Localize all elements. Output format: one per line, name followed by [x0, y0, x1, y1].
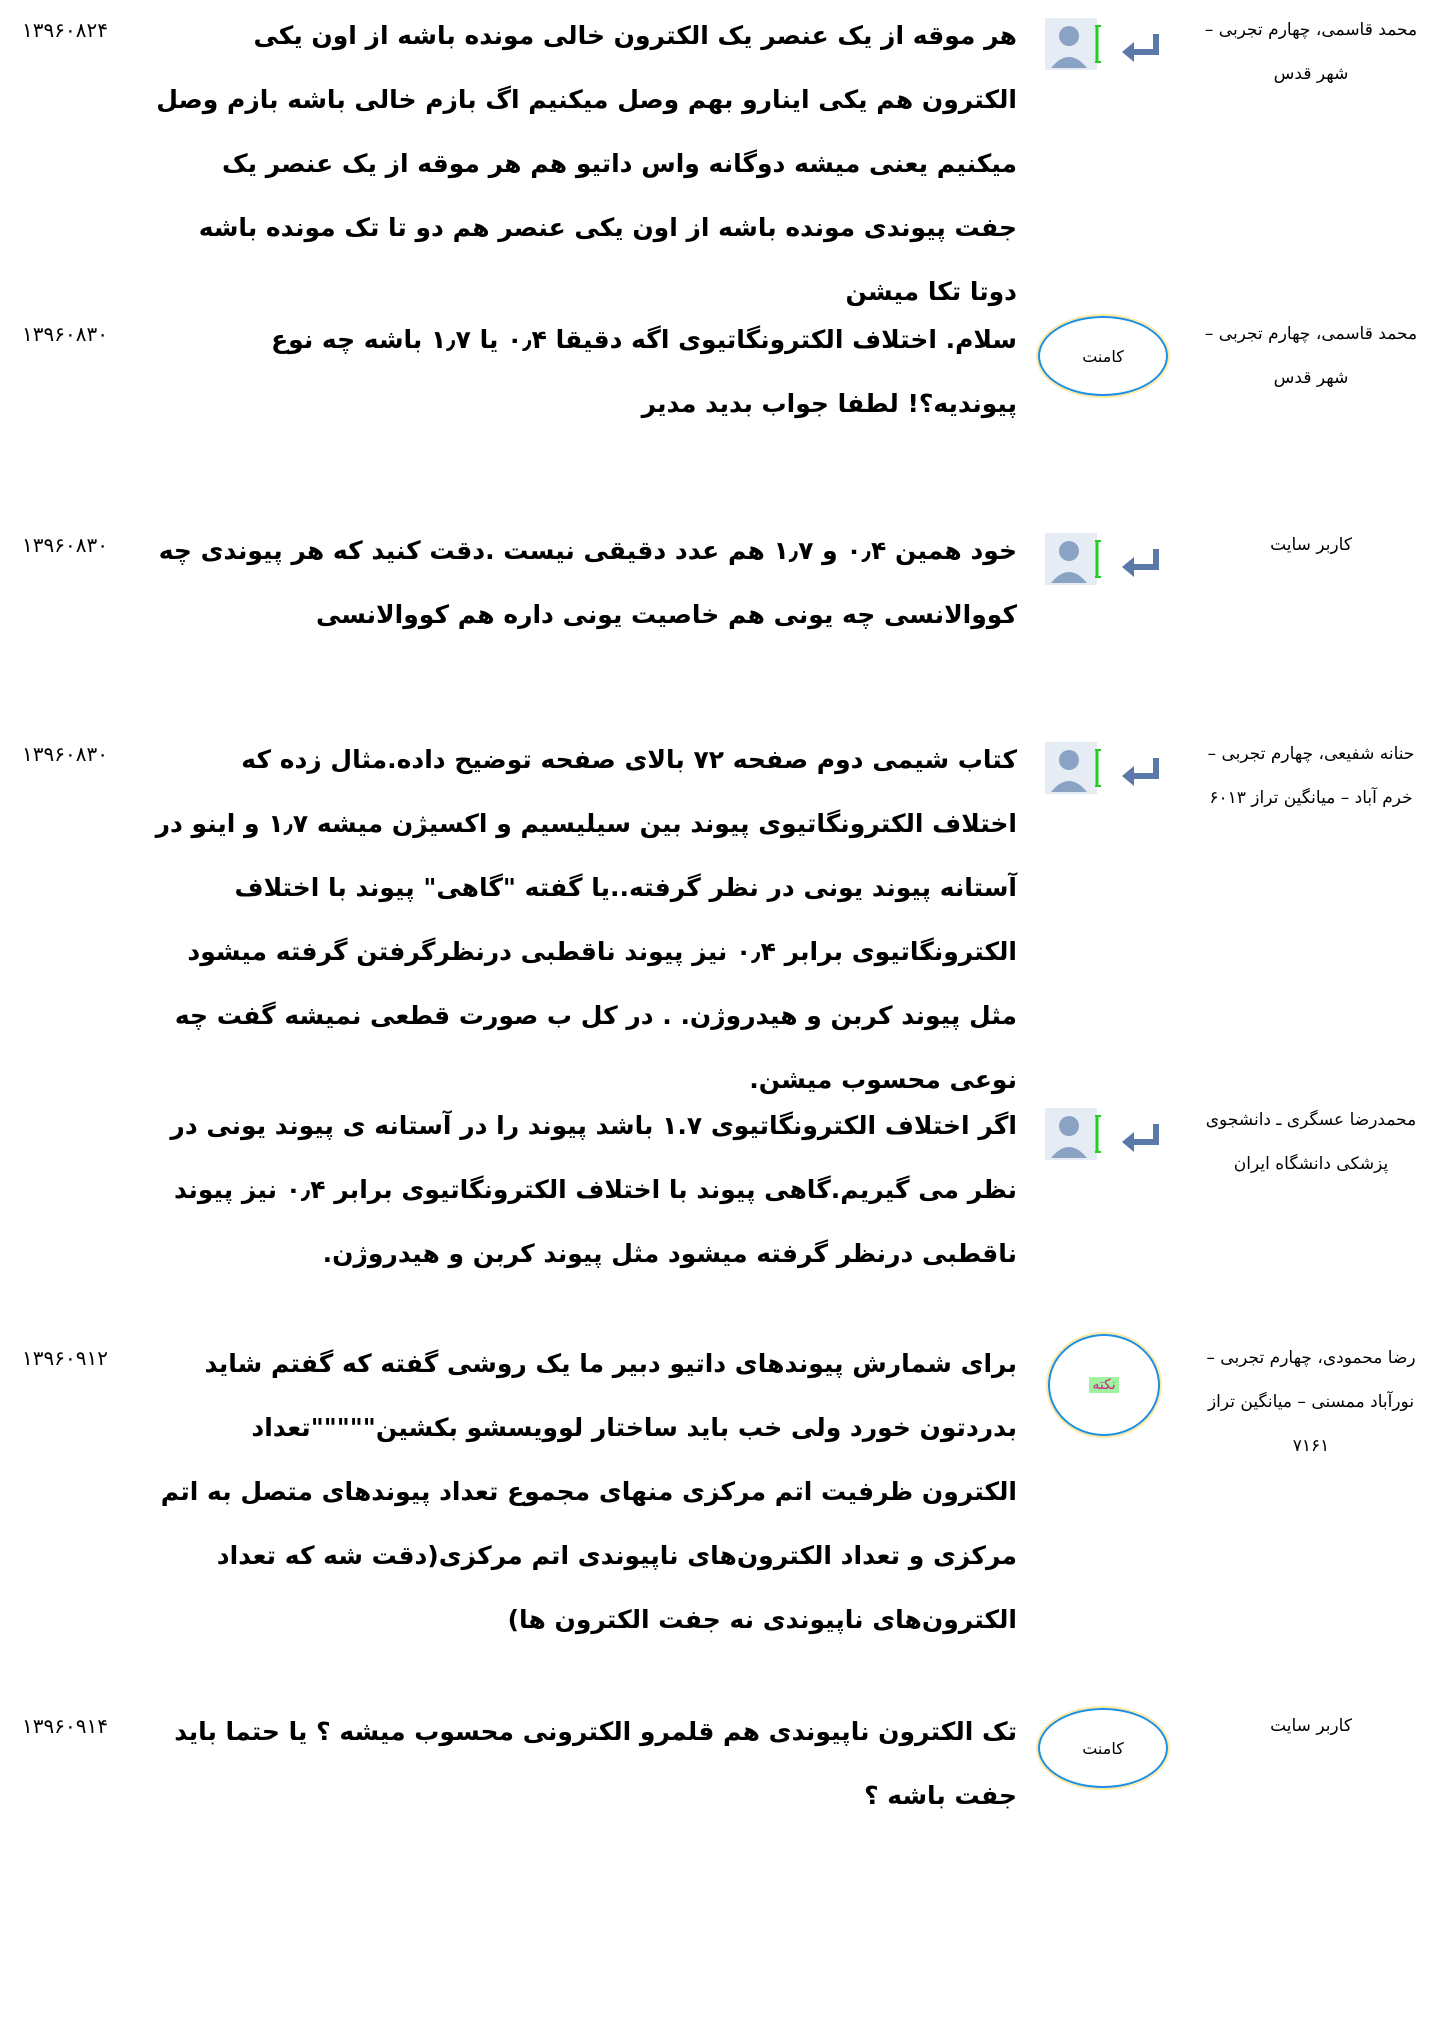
user-avatar-icon — [1045, 742, 1103, 794]
comment-text: هر موقه از یک عنصر یک الکترون خالی مونده باشه از اون یکی الکترون هم یکی اینارو بهم وصل میکنیم اگ بازم خالی باشه بازم وصل میکنیم یعنی میشه دوگانه واس داتیو هم هر موقه از یک عنصر یک جفت پیوندی مونده باشه از اون یکی عنصر هم دو تا تک مونده باشه دوتا تکا میشن — [156, 21, 1017, 306]
user-avatar-icon — [1045, 1108, 1103, 1160]
comment-badge: کامنت — [1038, 1708, 1168, 1788]
comment-text: سلام. اختلاف الکترونگاتیوی اگه دقیقا ۰٫۴ یا ۱٫۷ باشه چه نوع پیوندیه؟! لطفا جواب بدید مدیر — [271, 325, 1017, 418]
comment-author: حنانه شفیعی، چهارم تجربی – خرم آباد – میانگین تراز ۶۰۱۳ — [1207, 744, 1415, 808]
comment-author: کاربر سایت — [1270, 1716, 1352, 1736]
reply-arrow-icon[interactable] — [1118, 756, 1162, 788]
comment-text: خود همین ۰٫۴ و ۱٫۷ هم عدد دقیقی نیست .دقت کنید که هر پیوندی چه کووالانسی چه یونی هم خاصیت یونی داره هم کووالانسی — [158, 536, 1017, 629]
comment-text: کتاب شیمی دوم صفحه ۷۲ بالای صفحه توضیح داده.مثال زده که اختلاف الکترونگاتیوی پیوند بین سیلیسیم و اکسیژن میشه ۱٫۷ و اینو در آستانه پیوند یونی در نظر گرفته..یا گفته "گاهی" پیوند با اختلاف الکترونگاتیوی برابر ۰٫۴ نیز پیوند ناقطبی درنظرگرفتن گرفته میشود مثل پیوند کربن و هیدروژن. . در کل ب صورت قطعی نمیشه گفت چه نوعی محسوب میشن. — [155, 745, 1017, 1094]
comment-date: ۱۳۹۶۰۹۱۲ — [22, 1346, 108, 1370]
comment-date: ۱۳۹۶۰۹۱۴ — [22, 1714, 108, 1738]
comment-author: محمد قاسمی، چهارم تجربی – شهر قدس — [1204, 20, 1418, 84]
user-avatar-icon — [1045, 18, 1103, 70]
comment-author: رضا محمودی، چهارم تجربی – نورآباد ممسنی – میانگین تراز ۷۱۶۱ — [1206, 1348, 1416, 1456]
reply-arrow-icon[interactable] — [1118, 32, 1162, 64]
comment-text: برای شمارش پیوندهای داتیو دبیر ما یک روشی گفته که گفتم شاید بدردتون خورد ولی خب باید ساختار لوویسشو بکشین"""""تعداد الکترون ظرفیت اتم مرکزی منهای مجموع تعداد پیوندهای متصل به اتم مرکزی و تعداد الکترون‌های ناپیوندی اتم مرکزی(دقت شه که تعداد الکترون‌های ناپیوندی نه جفت الکترون ها) — [160, 1349, 1017, 1634]
note-badge: نکته — [1048, 1334, 1160, 1436]
reply-arrow-icon[interactable] — [1118, 1122, 1162, 1154]
comment-text: اگر اختلاف الکترونگاتیوی ۱.۷ باشد پیوند را در آستانه ی پیوند یونی در نظر می گیریم.گاهی پیوند با اختلاف الکترونگاتیوی برابر ۰٫۴ نیز پیوند ناقطبی درنظر گرفته میشود مثل پیوند کربن و هیدروژن. — [170, 1111, 1017, 1268]
comment-author: محمدرضا عسگری ـ دانشجوی پزشکی دانشگاه ایران — [1205, 1110, 1417, 1174]
comment-author: کاربر سایت — [1270, 535, 1352, 555]
comment-date: ۱۳۹۶۰۸۲۴ — [22, 18, 108, 42]
comment-badge: کامنت — [1038, 316, 1168, 396]
comment-date: ۱۳۹۶۰۸۳۰ — [22, 742, 108, 766]
comment-date: ۱۳۹۶۰۸۳۰ — [22, 322, 108, 346]
comment-date: ۱۳۹۶۰۸۳۰ — [22, 533, 108, 557]
user-avatar-icon — [1045, 533, 1103, 585]
comment-author: محمد قاسمی، چهارم تجربی – شهر قدس — [1204, 324, 1418, 388]
reply-arrow-icon[interactable] — [1118, 547, 1162, 579]
comment-text: تک الکترون ناپیوندی هم قلمرو الکترونی محسوب میشه ؟ یا حتما باید جفت باشه ؟ — [174, 1717, 1017, 1810]
